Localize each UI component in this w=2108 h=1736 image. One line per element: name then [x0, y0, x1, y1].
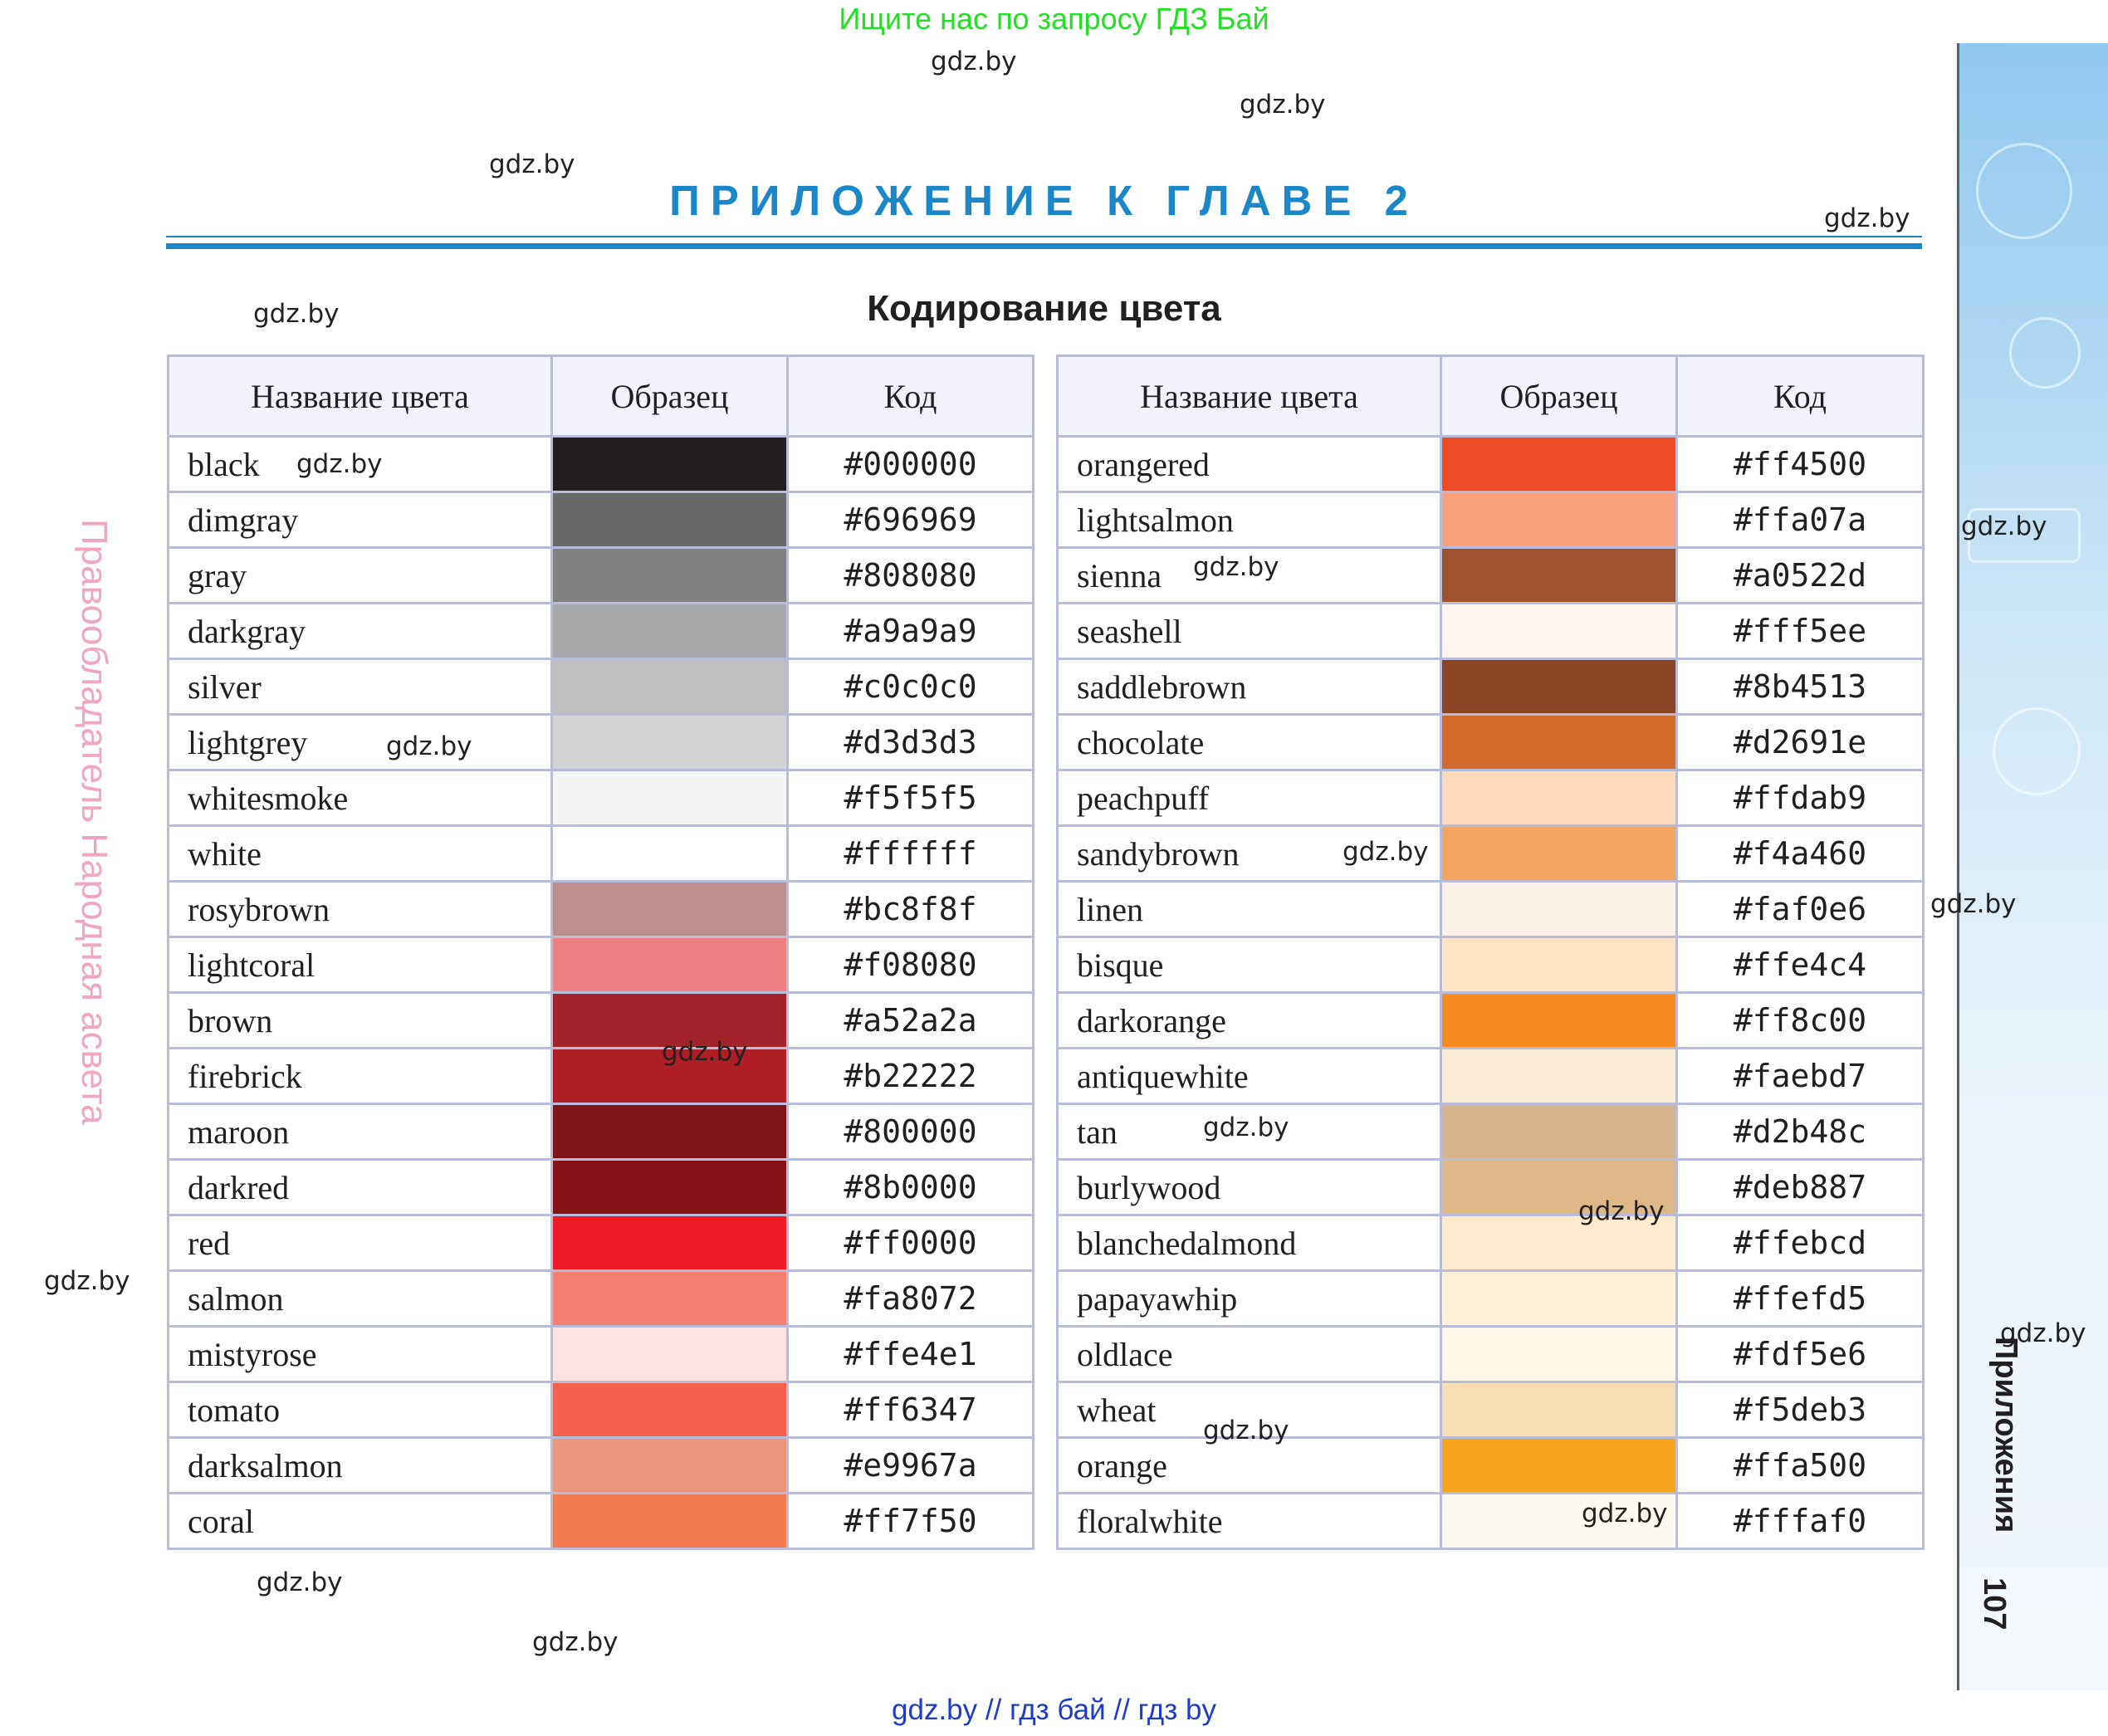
- color-code: #fa8072: [788, 1271, 1034, 1327]
- watermark: gdz.by: [296, 449, 383, 479]
- color-name: white: [169, 826, 552, 882]
- color-name: firebrick: [169, 1049, 552, 1104]
- table-row: [1058, 937, 1924, 993]
- color-swatch: [552, 1104, 788, 1160]
- color-swatch: [552, 1160, 788, 1215]
- color-name: oldlace: [1058, 1327, 1441, 1382]
- color-code: #ff0000: [788, 1215, 1034, 1271]
- color-name: linen: [1058, 882, 1441, 937]
- color-name: tan: [1058, 1104, 1441, 1160]
- color-name: burlywood: [1058, 1160, 1441, 1215]
- table-row: [169, 770, 1034, 826]
- watermark: gdz.by: [532, 1627, 619, 1657]
- column-header-code: Код: [1677, 356, 1924, 437]
- color-name: tomato: [169, 1382, 552, 1438]
- color-swatch: [1441, 1382, 1677, 1438]
- table-row: [1058, 715, 1924, 770]
- table-row: [169, 1160, 1034, 1215]
- watermark: gdz.by: [2000, 1318, 2086, 1348]
- color-code: #800000: [788, 1104, 1034, 1160]
- column-header-sample: Образец: [1441, 356, 1677, 437]
- color-table-right: [1056, 355, 1925, 1550]
- table-row: [169, 882, 1034, 937]
- table-row: [169, 1215, 1034, 1271]
- color-name: orange: [1058, 1438, 1441, 1494]
- color-code: #8b0000: [788, 1160, 1034, 1215]
- color-swatch: [1441, 826, 1677, 882]
- watermark: gdz.by: [386, 731, 472, 761]
- column-header-code: Код: [788, 356, 1034, 437]
- watermark: gdz.by: [489, 149, 575, 179]
- color-code: #d2b48c: [1677, 1104, 1924, 1160]
- color-swatch: [1441, 1271, 1677, 1327]
- color-code: #a0522d: [1677, 548, 1924, 604]
- color-name: dimgray: [169, 492, 552, 548]
- color-code: #ff6347: [788, 1382, 1034, 1438]
- table-row: [169, 715, 1034, 770]
- watermark: gdz.by: [662, 1037, 748, 1067]
- color-name: black: [169, 437, 552, 492]
- color-name: lightcoral: [169, 937, 552, 993]
- color-name: maroon: [169, 1104, 552, 1160]
- color-swatch: [552, 882, 788, 937]
- column-header-name: Название цвета: [1058, 356, 1441, 437]
- table-row: [1058, 1104, 1924, 1160]
- table-row: [1058, 1382, 1924, 1438]
- color-name: whitesmoke: [169, 770, 552, 826]
- color-swatch: [552, 659, 788, 715]
- table-row: [169, 604, 1034, 659]
- table-row: [1058, 604, 1924, 659]
- color-swatch: [552, 1327, 788, 1382]
- watermark: gdz.by: [1203, 1113, 1289, 1142]
- footer-links: gdz.by // гдз бай // гдз by: [892, 1694, 1216, 1726]
- color-swatch: [552, 1271, 788, 1327]
- color-name: peachpuff: [1058, 770, 1441, 826]
- header-row: [169, 356, 1034, 437]
- color-name: silver: [169, 659, 552, 715]
- table-row: [169, 1104, 1034, 1160]
- table-row: [169, 826, 1034, 882]
- color-swatch: [552, 715, 788, 770]
- color-swatch: [552, 937, 788, 993]
- table-row: [1058, 492, 1924, 548]
- color-swatch: [552, 1382, 788, 1438]
- color-name: sienna: [1058, 548, 1441, 604]
- color-swatch: [1441, 1049, 1677, 1104]
- table-row: [169, 548, 1034, 604]
- table-row: [169, 937, 1034, 993]
- color-swatch: [552, 770, 788, 826]
- circuit-decoration: [1976, 143, 2072, 239]
- column-header-sample: Образец: [552, 356, 788, 437]
- color-swatch: [552, 1438, 788, 1494]
- rights-holder: Правообладатель Народная асвета: [74, 519, 115, 1125]
- color-code: #fff5ee: [1677, 604, 1924, 659]
- color-name: mistyrose: [169, 1327, 552, 1382]
- watermark: gdz.by: [1930, 889, 2017, 919]
- table-row: [1058, 1494, 1924, 1549]
- color-code: #b22222: [788, 1049, 1034, 1104]
- title-rule-thin: [166, 236, 1922, 237]
- watermark: gdz.by: [1961, 511, 2047, 541]
- color-code: #8b4513: [1677, 659, 1924, 715]
- title-rule: [166, 243, 1922, 249]
- color-name: wheat: [1058, 1382, 1441, 1438]
- color-code: #808080: [788, 548, 1034, 604]
- color-name: orangered: [1058, 437, 1441, 492]
- color-code: #deb887: [1677, 1160, 1924, 1215]
- color-code: #ffdab9: [1677, 770, 1924, 826]
- table-row: [1058, 882, 1924, 937]
- color-swatch: [1441, 937, 1677, 993]
- table-row: [1058, 437, 1924, 492]
- color-code: #ffffff: [788, 826, 1034, 882]
- color-name: papayawhip: [1058, 1271, 1441, 1327]
- color-code: #fdf5e6: [1677, 1327, 1924, 1382]
- color-code: #ffe4e1: [788, 1327, 1034, 1382]
- color-code: #d2691e: [1677, 715, 1924, 770]
- color-code: #ff8c00: [1677, 993, 1924, 1049]
- color-swatch: [1441, 882, 1677, 937]
- watermark: gdz.by: [44, 1266, 130, 1296]
- color-code: #c0c0c0: [788, 659, 1034, 715]
- color-name: seashell: [1058, 604, 1441, 659]
- table-row: [1058, 993, 1924, 1049]
- circuit-decoration: [2009, 317, 2081, 389]
- color-swatch: [1441, 659, 1677, 715]
- color-swatch: [552, 1494, 788, 1549]
- table-row: [169, 993, 1034, 1049]
- table-row: [169, 1438, 1034, 1494]
- color-table-left: [167, 355, 1034, 1550]
- color-code: #ff4500: [1677, 437, 1924, 492]
- color-name: bisque: [1058, 937, 1441, 993]
- color-swatch: [1441, 1104, 1677, 1160]
- color-name: salmon: [169, 1271, 552, 1327]
- color-code: #f08080: [788, 937, 1034, 993]
- color-code: #e9967a: [788, 1438, 1034, 1494]
- watermark: gdz.by: [253, 299, 340, 329]
- color-name: darkred: [169, 1160, 552, 1215]
- color-swatch: [1441, 993, 1677, 1049]
- chapter-title: ПРИЛОЖЕНИЕ К ГЛАВЕ 2: [669, 177, 1419, 224]
- color-swatch: [1441, 492, 1677, 548]
- table-row: [169, 1271, 1034, 1327]
- color-swatch: [1441, 715, 1677, 770]
- search-banner: Ищите нас по запросу ГДЗ Бай: [839, 2, 1269, 36]
- table-row: [1058, 1215, 1924, 1271]
- circuit-decoration: [1993, 707, 2081, 795]
- color-code: #d3d3d3: [788, 715, 1034, 770]
- header-row: [1058, 356, 1924, 437]
- color-swatch: [552, 437, 788, 492]
- page-number: 107: [1977, 1577, 2012, 1631]
- table-row: [1058, 1438, 1924, 1494]
- color-name: darkgray: [169, 604, 552, 659]
- color-name: lightgrey: [169, 715, 552, 770]
- color-name: chocolate: [1058, 715, 1441, 770]
- color-code: #a52a2a: [788, 993, 1034, 1049]
- sidebar-label: Приложения: [1988, 1337, 2023, 1533]
- color-swatch: [552, 492, 788, 548]
- color-code: #faf0e6: [1677, 882, 1924, 937]
- color-name: antiquewhite: [1058, 1049, 1441, 1104]
- column-header-name: Название цвета: [169, 356, 552, 437]
- color-code: #ff7f50: [788, 1494, 1034, 1549]
- table-row: [1058, 1271, 1924, 1327]
- color-name: rosybrown: [169, 882, 552, 937]
- color-name: coral: [169, 1494, 552, 1549]
- color-swatch: [1441, 604, 1677, 659]
- color-name: floralwhite: [1058, 1494, 1441, 1549]
- color-swatch: [1441, 1438, 1677, 1494]
- color-name: saddlebrown: [1058, 659, 1441, 715]
- color-code: #f4a460: [1677, 826, 1924, 882]
- watermark: gdz.by: [1343, 837, 1429, 867]
- color-code: #bc8f8f: [788, 882, 1034, 937]
- table-row: [169, 659, 1034, 715]
- color-swatch: [1441, 548, 1677, 604]
- color-name: lightsalmon: [1058, 492, 1441, 548]
- table-row: [169, 1049, 1034, 1104]
- table-row: [1058, 826, 1924, 882]
- color-swatch: [552, 826, 788, 882]
- table-row: [169, 492, 1034, 548]
- watermark: gdz.by: [1203, 1416, 1289, 1445]
- table-row: [169, 1327, 1034, 1382]
- color-code: #f5f5f5: [788, 770, 1034, 826]
- table-row: [169, 1494, 1034, 1549]
- color-code: #ffefd5: [1677, 1271, 1924, 1327]
- color-name: gray: [169, 548, 552, 604]
- color-code: #000000: [788, 437, 1034, 492]
- table-row: [1058, 770, 1924, 826]
- table-row: [1058, 659, 1924, 715]
- section-title: Кодирование цвета: [867, 288, 1221, 329]
- color-name: darkorange: [1058, 993, 1441, 1049]
- watermark: gdz.by: [1582, 1499, 1668, 1528]
- watermark: gdz.by: [1578, 1196, 1665, 1226]
- table-row: [1058, 1327, 1924, 1382]
- color-name: red: [169, 1215, 552, 1271]
- color-code: #ffa500: [1677, 1438, 1924, 1494]
- color-name: blanchedalmond: [1058, 1215, 1441, 1271]
- color-code: #fffaf0: [1677, 1494, 1924, 1549]
- color-code: #a9a9a9: [788, 604, 1034, 659]
- color-swatch: [1441, 1327, 1677, 1382]
- table-row: [1058, 548, 1924, 604]
- watermark: gdz.by: [1193, 552, 1279, 582]
- color-name: sandybrown: [1058, 826, 1441, 882]
- watermark: gdz.by: [1824, 203, 1910, 233]
- table-row: [169, 1382, 1034, 1438]
- color-code: #ffa07a: [1677, 492, 1924, 548]
- color-code: #faebd7: [1677, 1049, 1924, 1104]
- sidebar-border: [1957, 43, 1959, 1690]
- color-code: #ffe4c4: [1677, 937, 1924, 993]
- color-swatch: [552, 548, 788, 604]
- color-swatch: [552, 604, 788, 659]
- color-code: #ffebcd: [1677, 1215, 1924, 1271]
- color-code: #696969: [788, 492, 1034, 548]
- watermark: gdz.by: [931, 46, 1017, 76]
- color-code: #f5deb3: [1677, 1382, 1924, 1438]
- color-name: darksalmon: [169, 1438, 552, 1494]
- watermark: gdz.by: [1240, 90, 1326, 120]
- color-swatch: [1441, 770, 1677, 826]
- color-swatch: [1441, 437, 1677, 492]
- watermark: gdz.by: [257, 1567, 343, 1597]
- color-swatch: [552, 1215, 788, 1271]
- table-row: [1058, 1049, 1924, 1104]
- table-row: [1058, 1160, 1924, 1215]
- color-name: brown: [169, 993, 552, 1049]
